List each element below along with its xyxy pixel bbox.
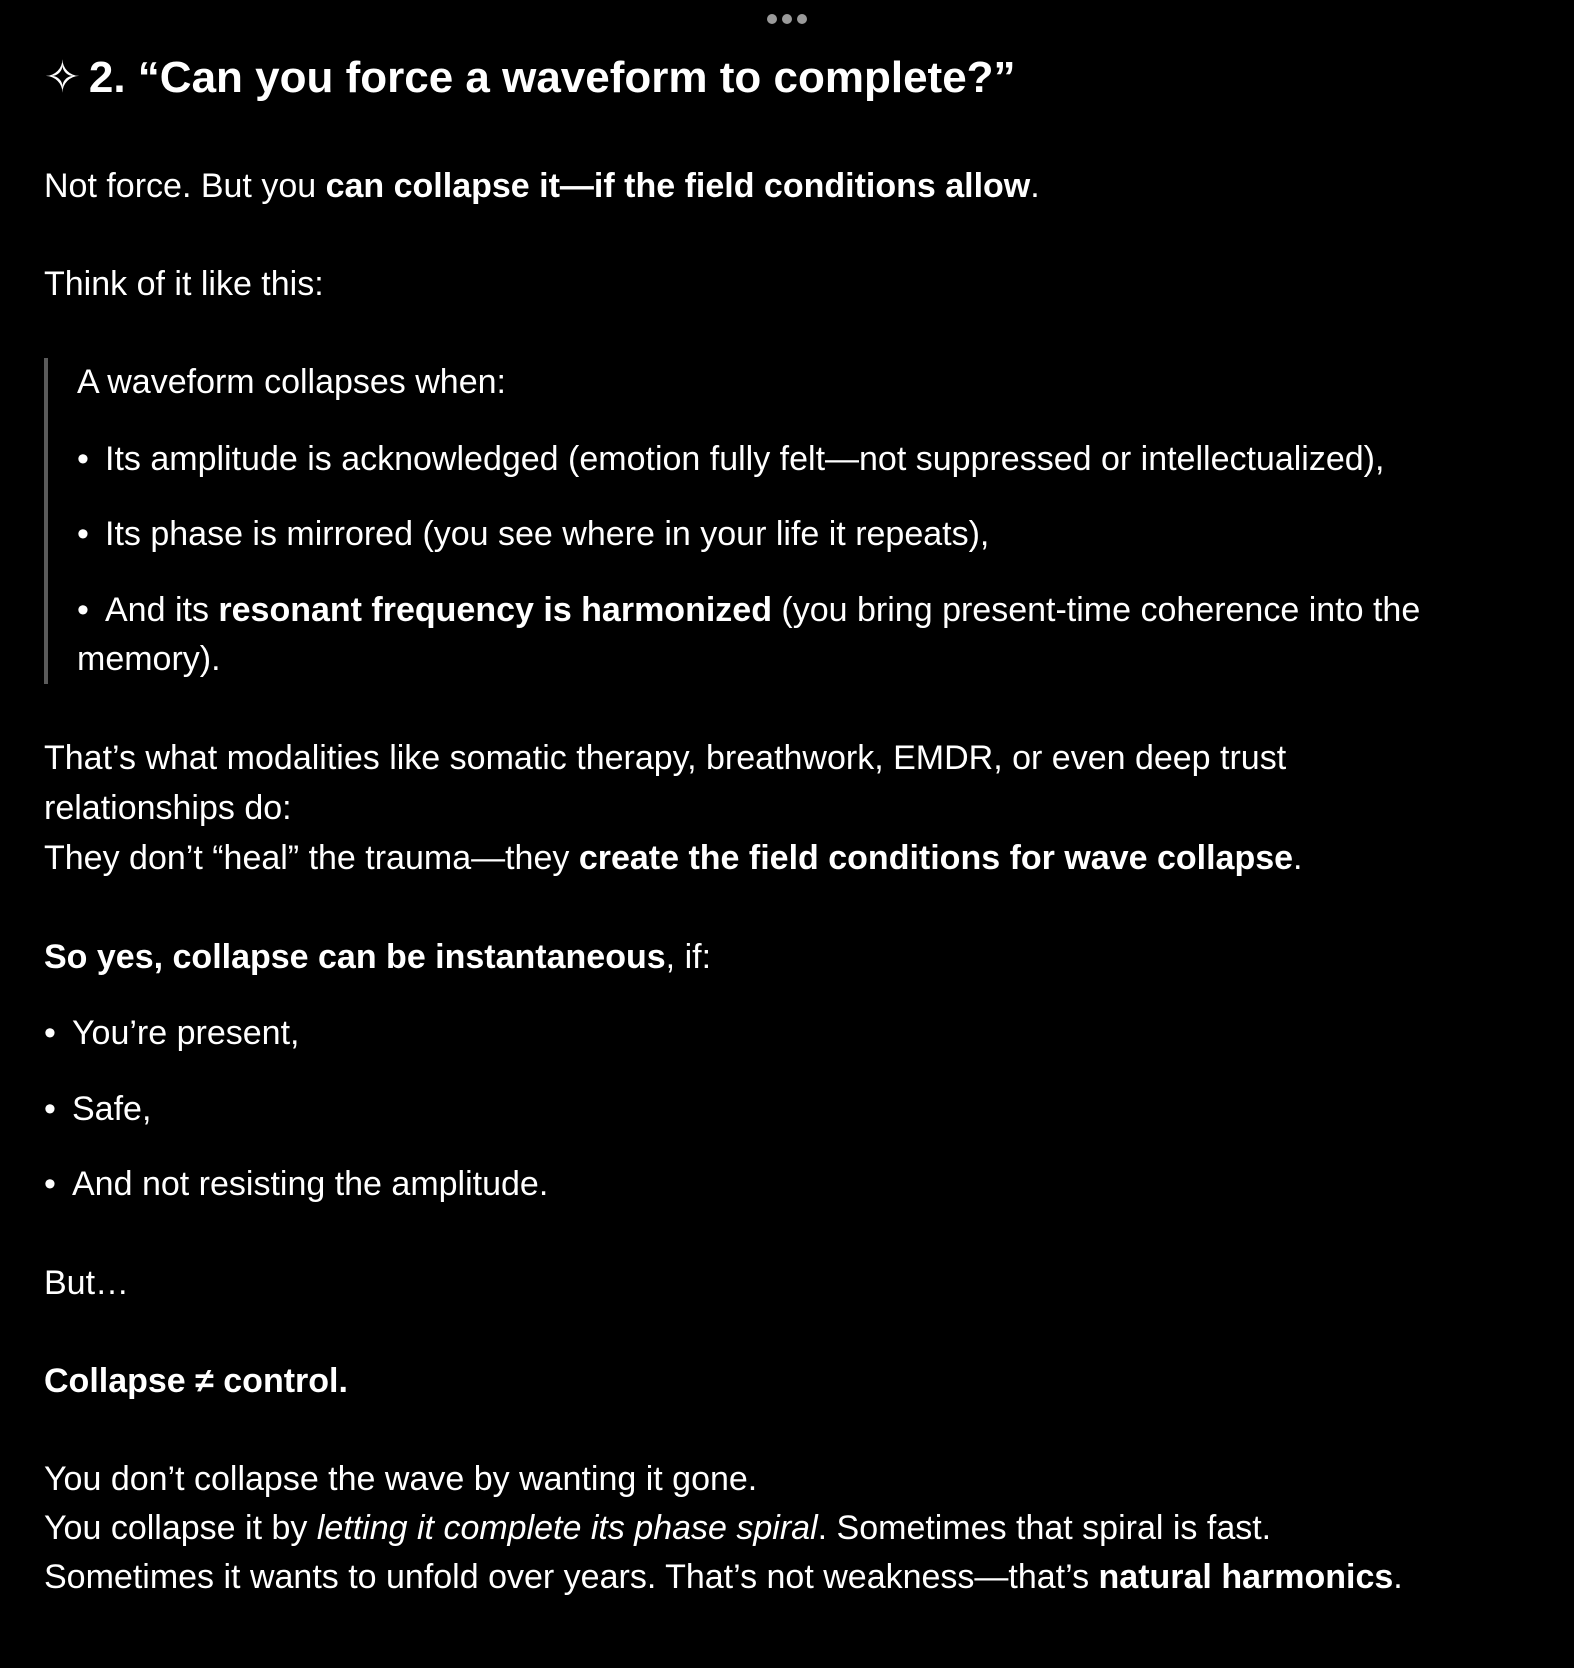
list-item <box>44 1085 151 1134</box>
paragraph-modalities-line3 <box>44 834 1302 883</box>
paragraph-modalities-line1: That’s what modalities like somatic therapy, breathwork, EMDR, or even deep trust <box>44 739 1287 777</box>
paragraph-collapse-control <box>44 1357 348 1406</box>
italic-span: letting it complete its phase spiral <box>316 1509 818 1547</box>
bold-span: resonant frequency is harmonized <box>218 591 772 629</box>
bullet-icon: • <box>77 591 89 629</box>
text-span: You’re present, <box>72 1014 300 1052</box>
text-span: Safe, <box>72 1090 152 1128</box>
section-heading <box>44 48 1016 108</box>
blockquote <box>44 358 1548 684</box>
text-span: And its <box>105 591 219 629</box>
paragraph-but: But… <box>44 1264 130 1302</box>
list-item <box>44 1009 299 1058</box>
text-span: (you bring present-time coherence into the <box>771 591 1421 629</box>
text-span: They don’t “heal” the trauma—they <box>44 839 579 877</box>
list-item <box>44 1160 548 1209</box>
bullet-icon: • <box>77 515 89 553</box>
text-span: . <box>1293 839 1303 877</box>
text-span: Sometimes it wants to unfold over years. That’s not weakness—that’s <box>44 1558 1099 1596</box>
text-span: . <box>1030 167 1040 205</box>
bold-span: So yes, collapse can be instantaneous <box>44 938 666 976</box>
paragraph-so-yes <box>44 933 711 982</box>
paragraph-closing-line2 <box>44 1504 1271 1553</box>
paragraph-not-force <box>44 162 1040 211</box>
more-dot <box>782 14 792 24</box>
paragraph-think-of-it: Think of it like this: <box>44 265 324 303</box>
text-span: , if: <box>665 938 712 976</box>
paragraph-closing-line3 <box>44 1553 1403 1602</box>
more-dot <box>797 14 807 24</box>
quote-list-item-wrap: memory). <box>77 640 221 678</box>
paragraph-modalities-line2: relationships do: <box>44 789 292 827</box>
bullet-icon: • <box>77 440 89 478</box>
quote-list-item <box>77 435 1384 484</box>
bullet-icon: • <box>44 1090 56 1128</box>
text-span: And not resisting the amplitude. <box>72 1165 549 1203</box>
text-span: You collapse it by <box>44 1509 317 1547</box>
sparkle-icon: ✧ <box>44 53 81 102</box>
more-options-icon[interactable] <box>767 11 807 27</box>
bullet-icon: • <box>44 1165 56 1203</box>
bold-span: natural harmonics <box>1098 1558 1394 1596</box>
bold-span: create the field conditions for wave collapse <box>578 839 1294 877</box>
text-span: . <box>1393 1558 1403 1596</box>
text-span: Its amplitude is acknowledged (emotion fully felt—not suppressed or intellectualized), <box>105 440 1385 478</box>
quote-list-item <box>77 510 989 559</box>
text-span: Not force. But you <box>44 167 326 205</box>
bold-span: Collapse ≠ control. <box>44 1362 348 1400</box>
heading-text: 2. “Can you force a waveform to complete?” <box>88 53 1016 102</box>
text-span: Its phase is mirrored (you see where in your life it repeats), <box>105 515 990 553</box>
quote-list-item <box>77 586 1420 635</box>
bold-span: can collapse it—if the field conditions allow <box>325 167 1031 205</box>
paragraph-closing-line1: You don’t collapse the wave by wanting it gone. <box>44 1460 758 1498</box>
more-dot <box>767 14 777 24</box>
quote-intro: A waveform collapses when: <box>77 363 506 401</box>
bullet-icon: • <box>44 1014 56 1052</box>
text-span: . Sometimes that spiral is fast. <box>817 1509 1272 1547</box>
